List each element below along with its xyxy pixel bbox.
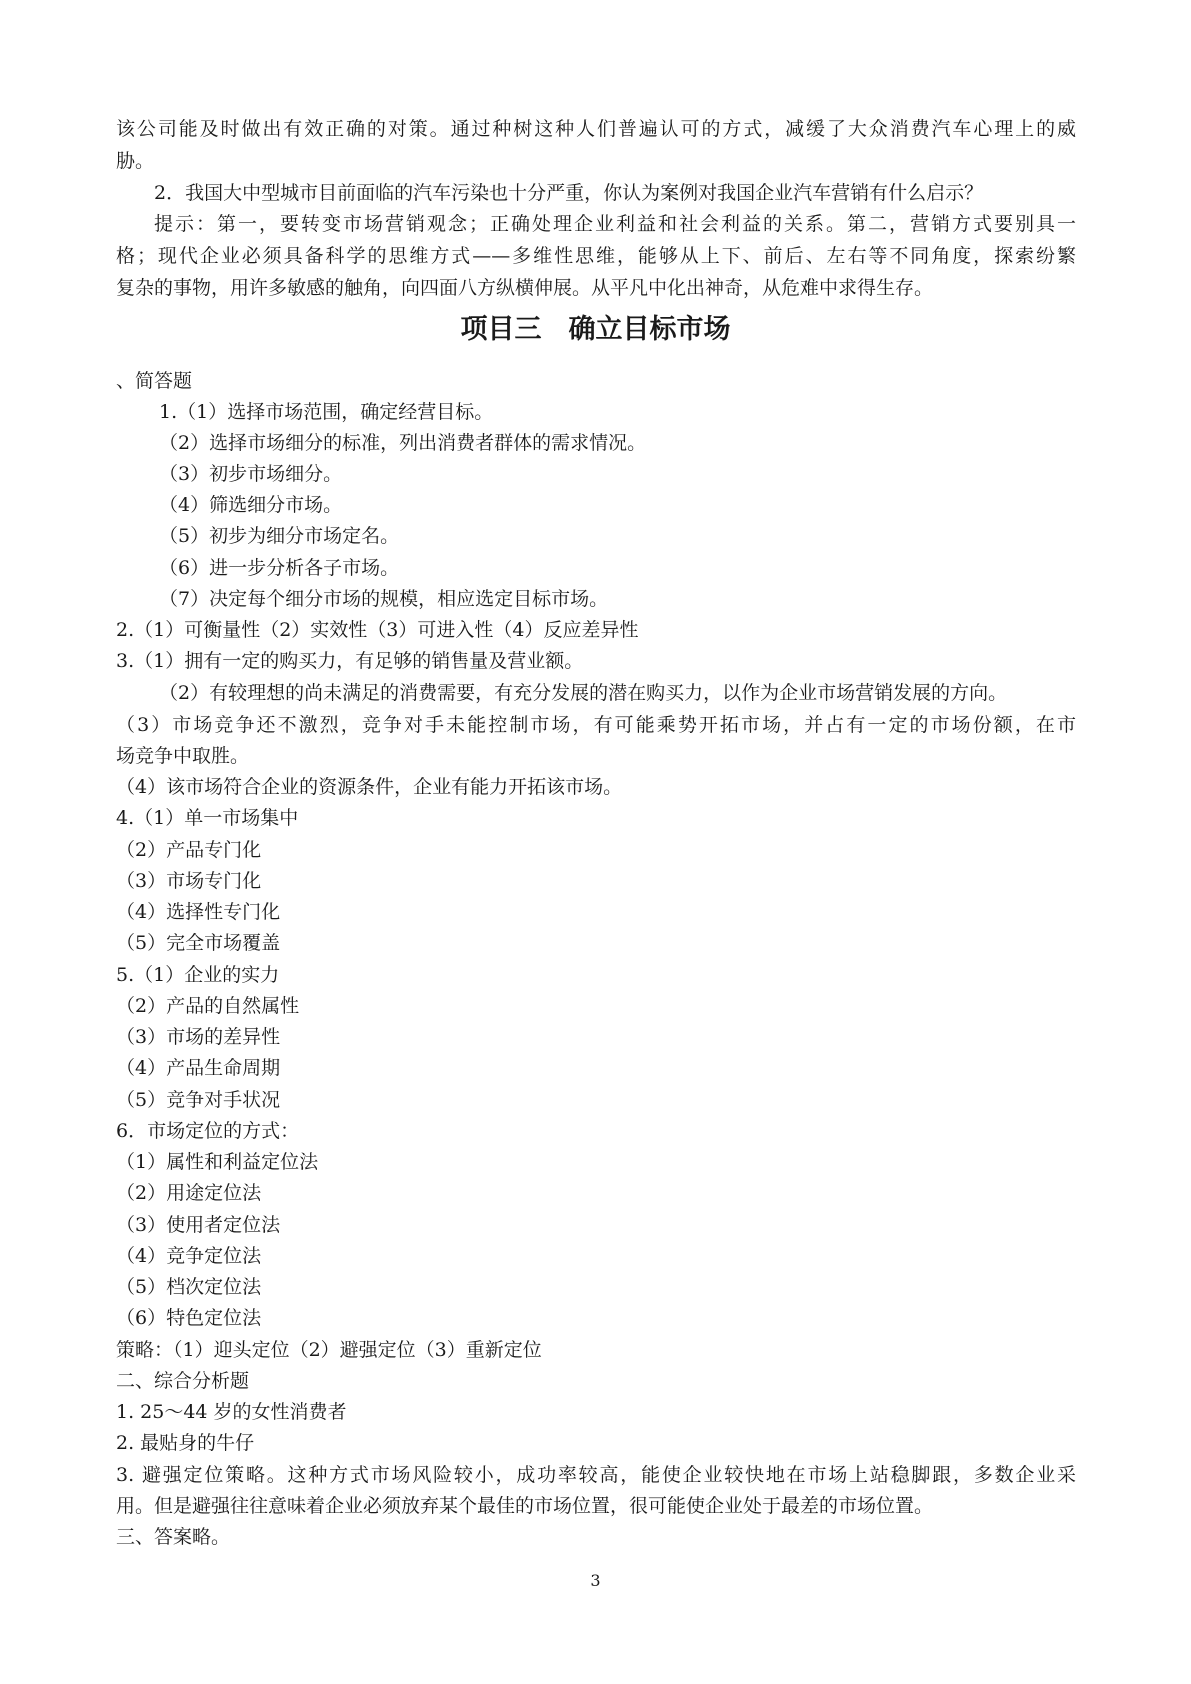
q5-item-1: 5.（1）企业的实力 [116,964,280,986]
question-2: 2．我国大中型城市目前面临的汽车污染也十分严重，你认为案例对我国企业汽车营销有什么启示？ [154,182,984,204]
q1-item-4: （4）筛选细分市场。 [159,494,343,516]
intro-line-2: 胁。 [116,150,155,172]
q1-item-3: （3）初步市场细分。 [159,463,343,485]
q6-item-2: （2）用途定位法 [116,1182,262,1204]
analysis-heading: 二、综合分析题 [116,1370,250,1392]
section-title: 项目三 确立目标市场 [460,314,731,345]
q6-item-1: （1）属性和利益定位法 [116,1151,319,1173]
q4-item-2: （2）产品专门化 [116,839,262,861]
q1-item-1: 1.（1）选择市场范围，确定经营目标。 [159,401,494,423]
q3-item-4: （4）该市场符合企业的资源条件，企业有能力开拓该市场。 [116,776,623,798]
intro-line-1: 该公司能及时做出有效正确的对策。通过种树这种人们普遍认可的方式，减缓了大众消费汽车心理上的威 [116,118,1076,140]
analysis-answer-1: 1. 25～44 岁的女性消费者 [116,1401,347,1423]
page-number: 3 [590,1571,601,1590]
q1-item-6: （6）进一步分析各子市场。 [159,557,400,579]
q6-strategy: 策略：（1）迎头定位（2）避强定位（3）重新定位 [116,1339,542,1361]
hint-line-2: 格；现代企业必须具备科学的思维方式——多维性思维，能够从上下、前后、左右等不同角度，探索纷繁 [116,245,1076,267]
q3-item-3-line-1: （3）市场竞争还不激烈，竞争对手未能控制市场，有可能乘势开拓市场，并占有一定的市场份额，在市 [116,714,1076,736]
q1-item-7: （7）决定每个细分市场的规模，相应选定目标市场。 [159,588,609,610]
q3-item-2: （2）有较理想的尚未满足的消费需要，有充分发展的潜在购买力，以作为企业市场营销发展的方向。 [159,682,1008,704]
q1-item-2: （2）选择市场细分的标准，列出消费者群体的需求情况。 [159,432,647,454]
q5-item-3: （3）市场的差异性 [116,1026,281,1048]
hint-line-3: 复杂的事物，用许多敏感的触角，向四面八方纵横伸展。从平凡中化出神奇，从危难中求得生存。 [116,277,934,299]
q1-item-5: （5）初步为细分市场定名。 [159,525,400,547]
analysis-answer-3-line-2: 用。但是避强往往意味着企业必须放弃某个最佳的市场位置，很可能使企业处于最差的市场位置。 [116,1495,934,1517]
q4-item-4: （4）选择性专门化 [116,901,281,923]
q2-answer: 2.（1）可衡量性（2）实效性（3）可进入性（4）反应差异性 [116,619,639,641]
q6-item-3: （3）使用者定位法 [116,1214,281,1236]
q4-item-3: （3）市场专门化 [116,870,262,892]
q6-item-4: （4）竞争定位法 [116,1245,262,1267]
answer-omitted: 三、答案略。 [116,1526,231,1548]
short-answer-heading: 、简答题 [116,370,193,392]
q3-item-1: 3.（1）拥有一定的购买力，有足够的销售量及营业额。 [116,650,584,672]
q6-item-6: （6）特色定位法 [116,1307,262,1329]
analysis-answer-2: 2. 最贴身的牛仔 [116,1432,255,1454]
q4-item-1: 4.（1）单一市场集中 [116,807,299,829]
q5-item-5: （5）竞争对手状况 [116,1089,281,1111]
q6-item-5: （5）档次定位法 [116,1276,262,1298]
analysis-answer-3-line-1: 3. 避强定位策略。这种方式市场风险较小，成功率较高，能使企业较快地在市场上站稳脚跟，多数企业采 [116,1464,1076,1486]
q6-heading: 6．市场定位的方式： [116,1120,300,1142]
q5-item-4: （4）产品生命周期 [116,1057,281,1079]
hint-line-1: 提示：第一，要转变市场营销观念；正确处理企业利益和社会利益的关系。第二，营销方式要别具一 [154,213,1076,235]
q3-item-3-line-2: 场竞争中取胜。 [116,745,250,767]
q4-item-5: （5）完全市场覆盖 [116,932,281,954]
q5-item-2: （2）产品的自然属性 [116,995,300,1017]
